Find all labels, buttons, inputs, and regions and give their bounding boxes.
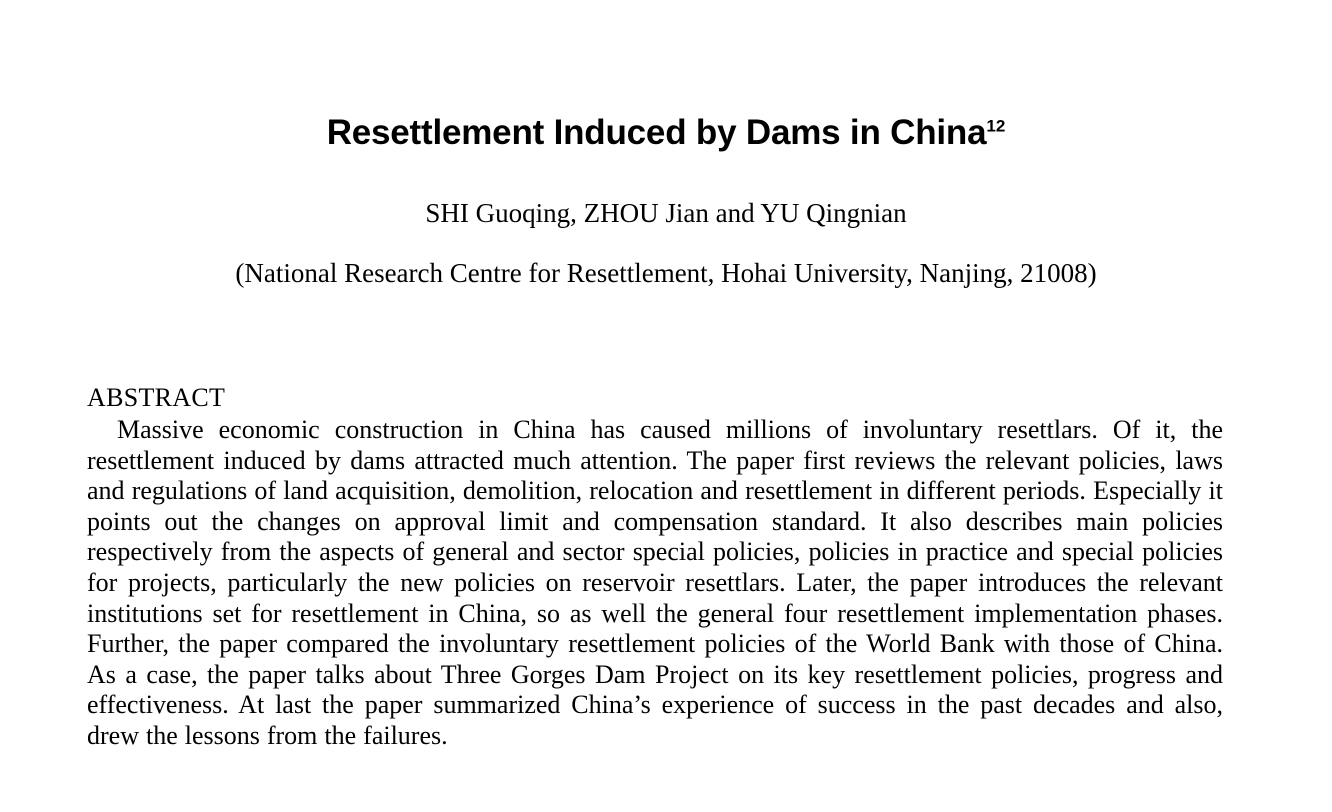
author-affiliation: (National Research Centre for Resettlement, Hohai University, Nanjing, 21008) (235, 258, 1097, 288)
page-title (0, 111, 1332, 155)
abstract-heading: ABSTRACT (87, 383, 226, 412)
abstract-section (87, 383, 1223, 752)
title-footnote-markers: 12 (986, 116, 1006, 136)
abstract-body: Massive economic construction in China has caused millions of involuntary resettlars. Of it, the resettlement induced by dams attracted much attention. The paper first reviews the relevant policies, laws and regulations of land acquisition, demolition, relocation and resettlement in different periods. Especially it points out the changes on approval limit and compensation standard. It also describes main policies respectively from the aspects of general and sector special policies, policies in practice and special policies for projects, particularly the new policies on reservoir resettlars. Later, the paper introduces the relevant institutions set for resettlement in China, so as well the general four resettlement implementation phases. Further, the paper compared the involuntary resettlement policies of the World Bank with those of China. As a case, the paper talks about Three Gorges Dam Project on its key resettlement policies, progress and effectiveness. At last the paper summarized China’s experience of success in the past decades and also, drew the lessons from the failures. (87, 415, 1223, 750)
page-title-text: Resettlement Induced by Dams in China (326, 113, 987, 153)
author-list: SHI Guoqing, ZHOU Jian and YU Qingnian (425, 198, 907, 228)
